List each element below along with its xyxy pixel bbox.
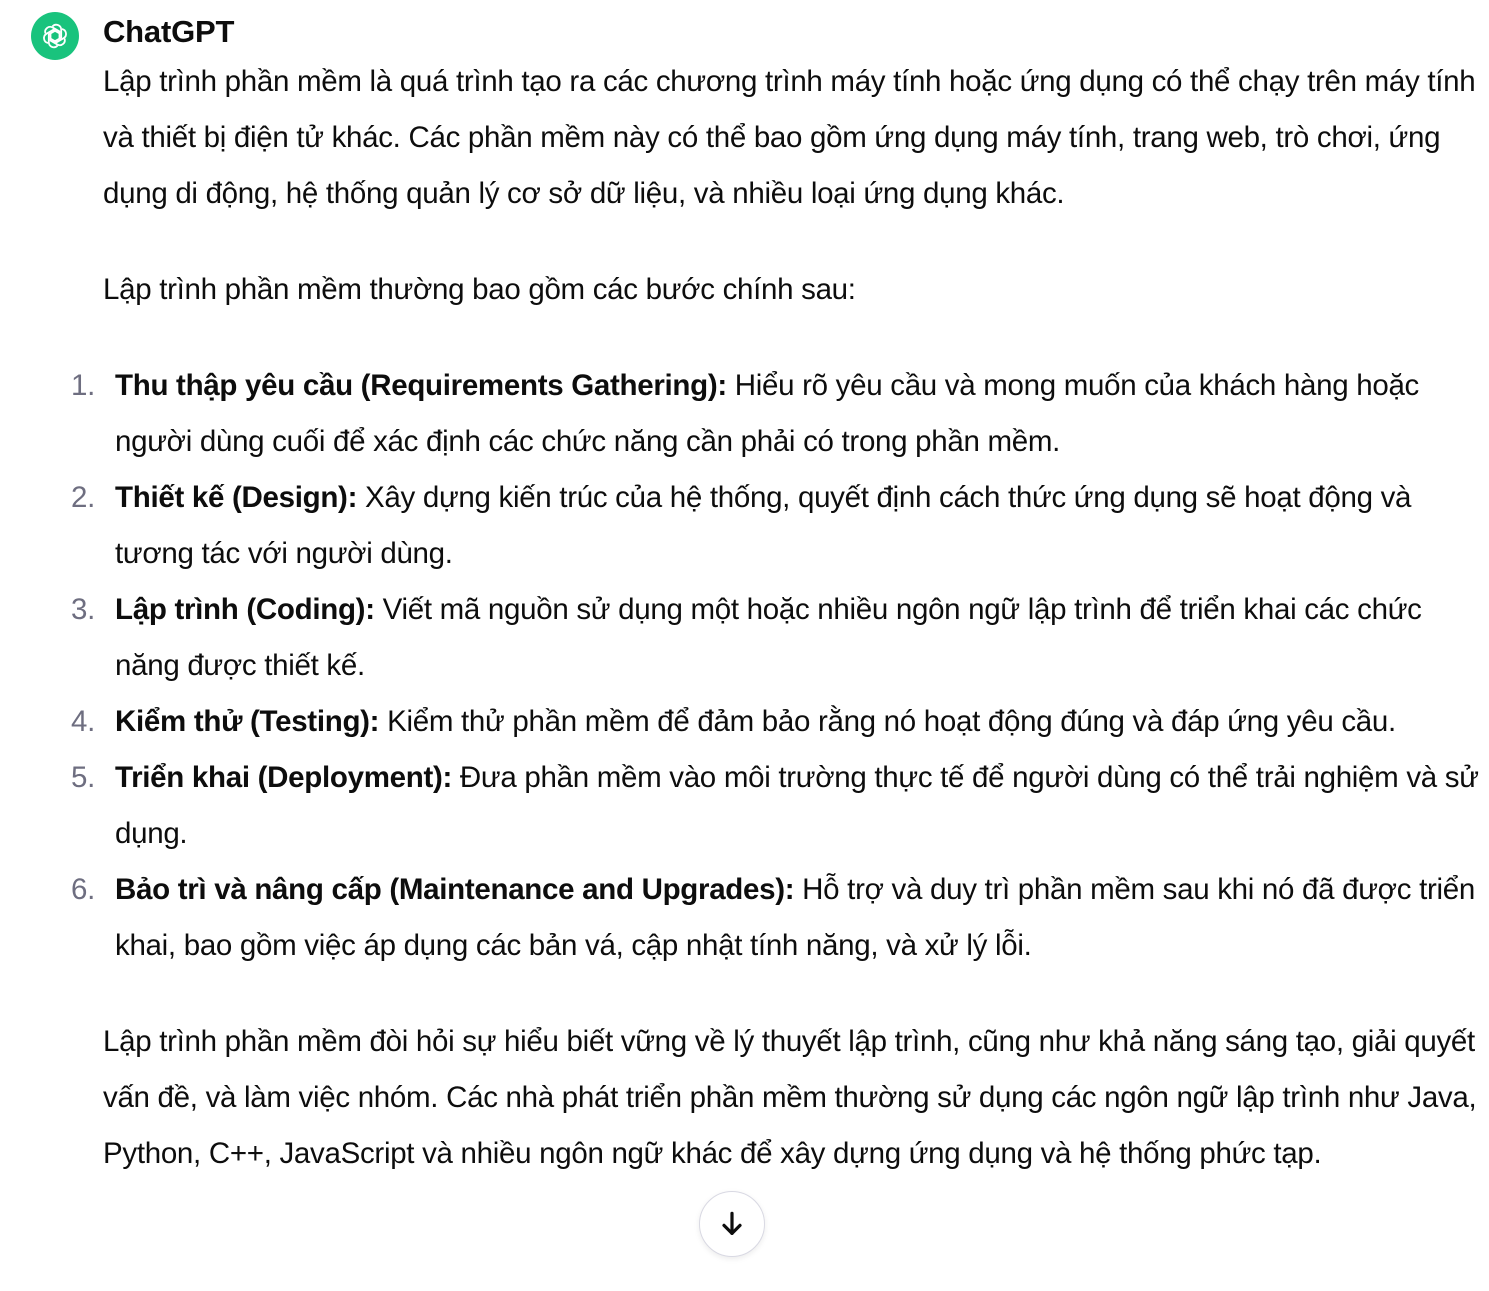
list-number: 6. <box>71 873 96 906</box>
avatar <box>31 12 79 60</box>
openai-logo-icon <box>39 20 71 52</box>
step-term: Lập trình (Coding): <box>115 593 375 626</box>
sender-name: ChatGPT <box>103 14 235 49</box>
list-item <box>71 862 1483 974</box>
arrow-down-icon <box>716 1208 748 1240</box>
list-number: 5. <box>71 761 96 794</box>
step-term: Triển khai (Deployment): <box>115 761 453 794</box>
scroll-to-bottom-button[interactable] <box>699 1191 765 1257</box>
list-item <box>71 582 1483 694</box>
list-item <box>71 358 1483 470</box>
list-number: 3. <box>71 593 96 626</box>
closing-paragraph: Lập trình phần mềm đòi hỏi sự hiểu biết vững về lý thuyết lập trình, cũng như khả năng sáng tạo, giải quyết vấn đề, và làm việc nhóm. Các nhà phát triển phần mềm thường sử dụng các ngôn ngữ lập trình như Java, Python, C++, JavaScript và nhiều ngôn ngữ khác để xây dựng ứng dụng và hệ thống phức tạp. <box>103 1025 1477 1170</box>
step-text: Kiểm thử phần mềm để đảm bảo rằng nó hoạt động đúng và đáp ứng yêu cầu. <box>379 705 1396 738</box>
lead-paragraph: Lập trình phần mềm thường bao gồm các bước chính sau: <box>103 273 856 306</box>
step-term: Kiểm thử (Testing): <box>115 705 380 738</box>
step-term: Bảo trì và nâng cấp (Maintenance and Upgrades): <box>115 873 795 906</box>
assistant-message <box>71 54 1483 1182</box>
list-number: 4. <box>71 705 96 738</box>
list-item <box>71 694 1483 750</box>
step-text: Hiểu rõ yêu cầu và mong muốn của khách hàng hoặc người dùng cuối để xác định các chức năng cần phải có trong phần mềm. <box>115 369 1419 458</box>
intro-paragraph: Lập trình phần mềm là quá trình tạo ra các chương trình máy tính hoặc ứng dụng có thể chạy trên máy tính và thiết bị điện tử khác. Các phần mềm này có thể bao gồm ứng dụng máy tính, trang web, trò chơi, ứng dụng di động, hệ thống quản lý cơ sở dữ liệu, và nhiều loại ứng dụng khác. <box>103 65 1476 210</box>
step-term: Thiết kế (Design): <box>115 481 358 514</box>
list-item <box>71 470 1483 582</box>
step-text: Đưa phần mềm vào môi trường thực tế để người dùng có thể trải nghiệm và sử dụng. <box>115 761 1479 850</box>
step-text: Hỗ trợ và duy trì phần mềm sau khi nó đã được triển khai, bao gồm việc áp dụng các bản vá, cập nhật tính năng, và xử lý lỗi. <box>115 873 1475 962</box>
list-number: 2. <box>71 481 96 514</box>
step-text: Xây dựng kiến trúc của hệ thống, quyết định cách thức ứng dụng sẽ hoạt động và tương tác với người dùng. <box>115 481 1412 570</box>
step-text: Viết mã nguồn sử dụng một hoặc nhiều ngôn ngữ lập trình để triển khai các chức năng được thiết kế. <box>115 593 1422 682</box>
step-term: Thu thập yêu cầu (Requirements Gathering): <box>115 369 727 402</box>
steps-list <box>71 358 1483 974</box>
list-number: 1. <box>71 369 96 402</box>
list-item <box>71 750 1483 862</box>
